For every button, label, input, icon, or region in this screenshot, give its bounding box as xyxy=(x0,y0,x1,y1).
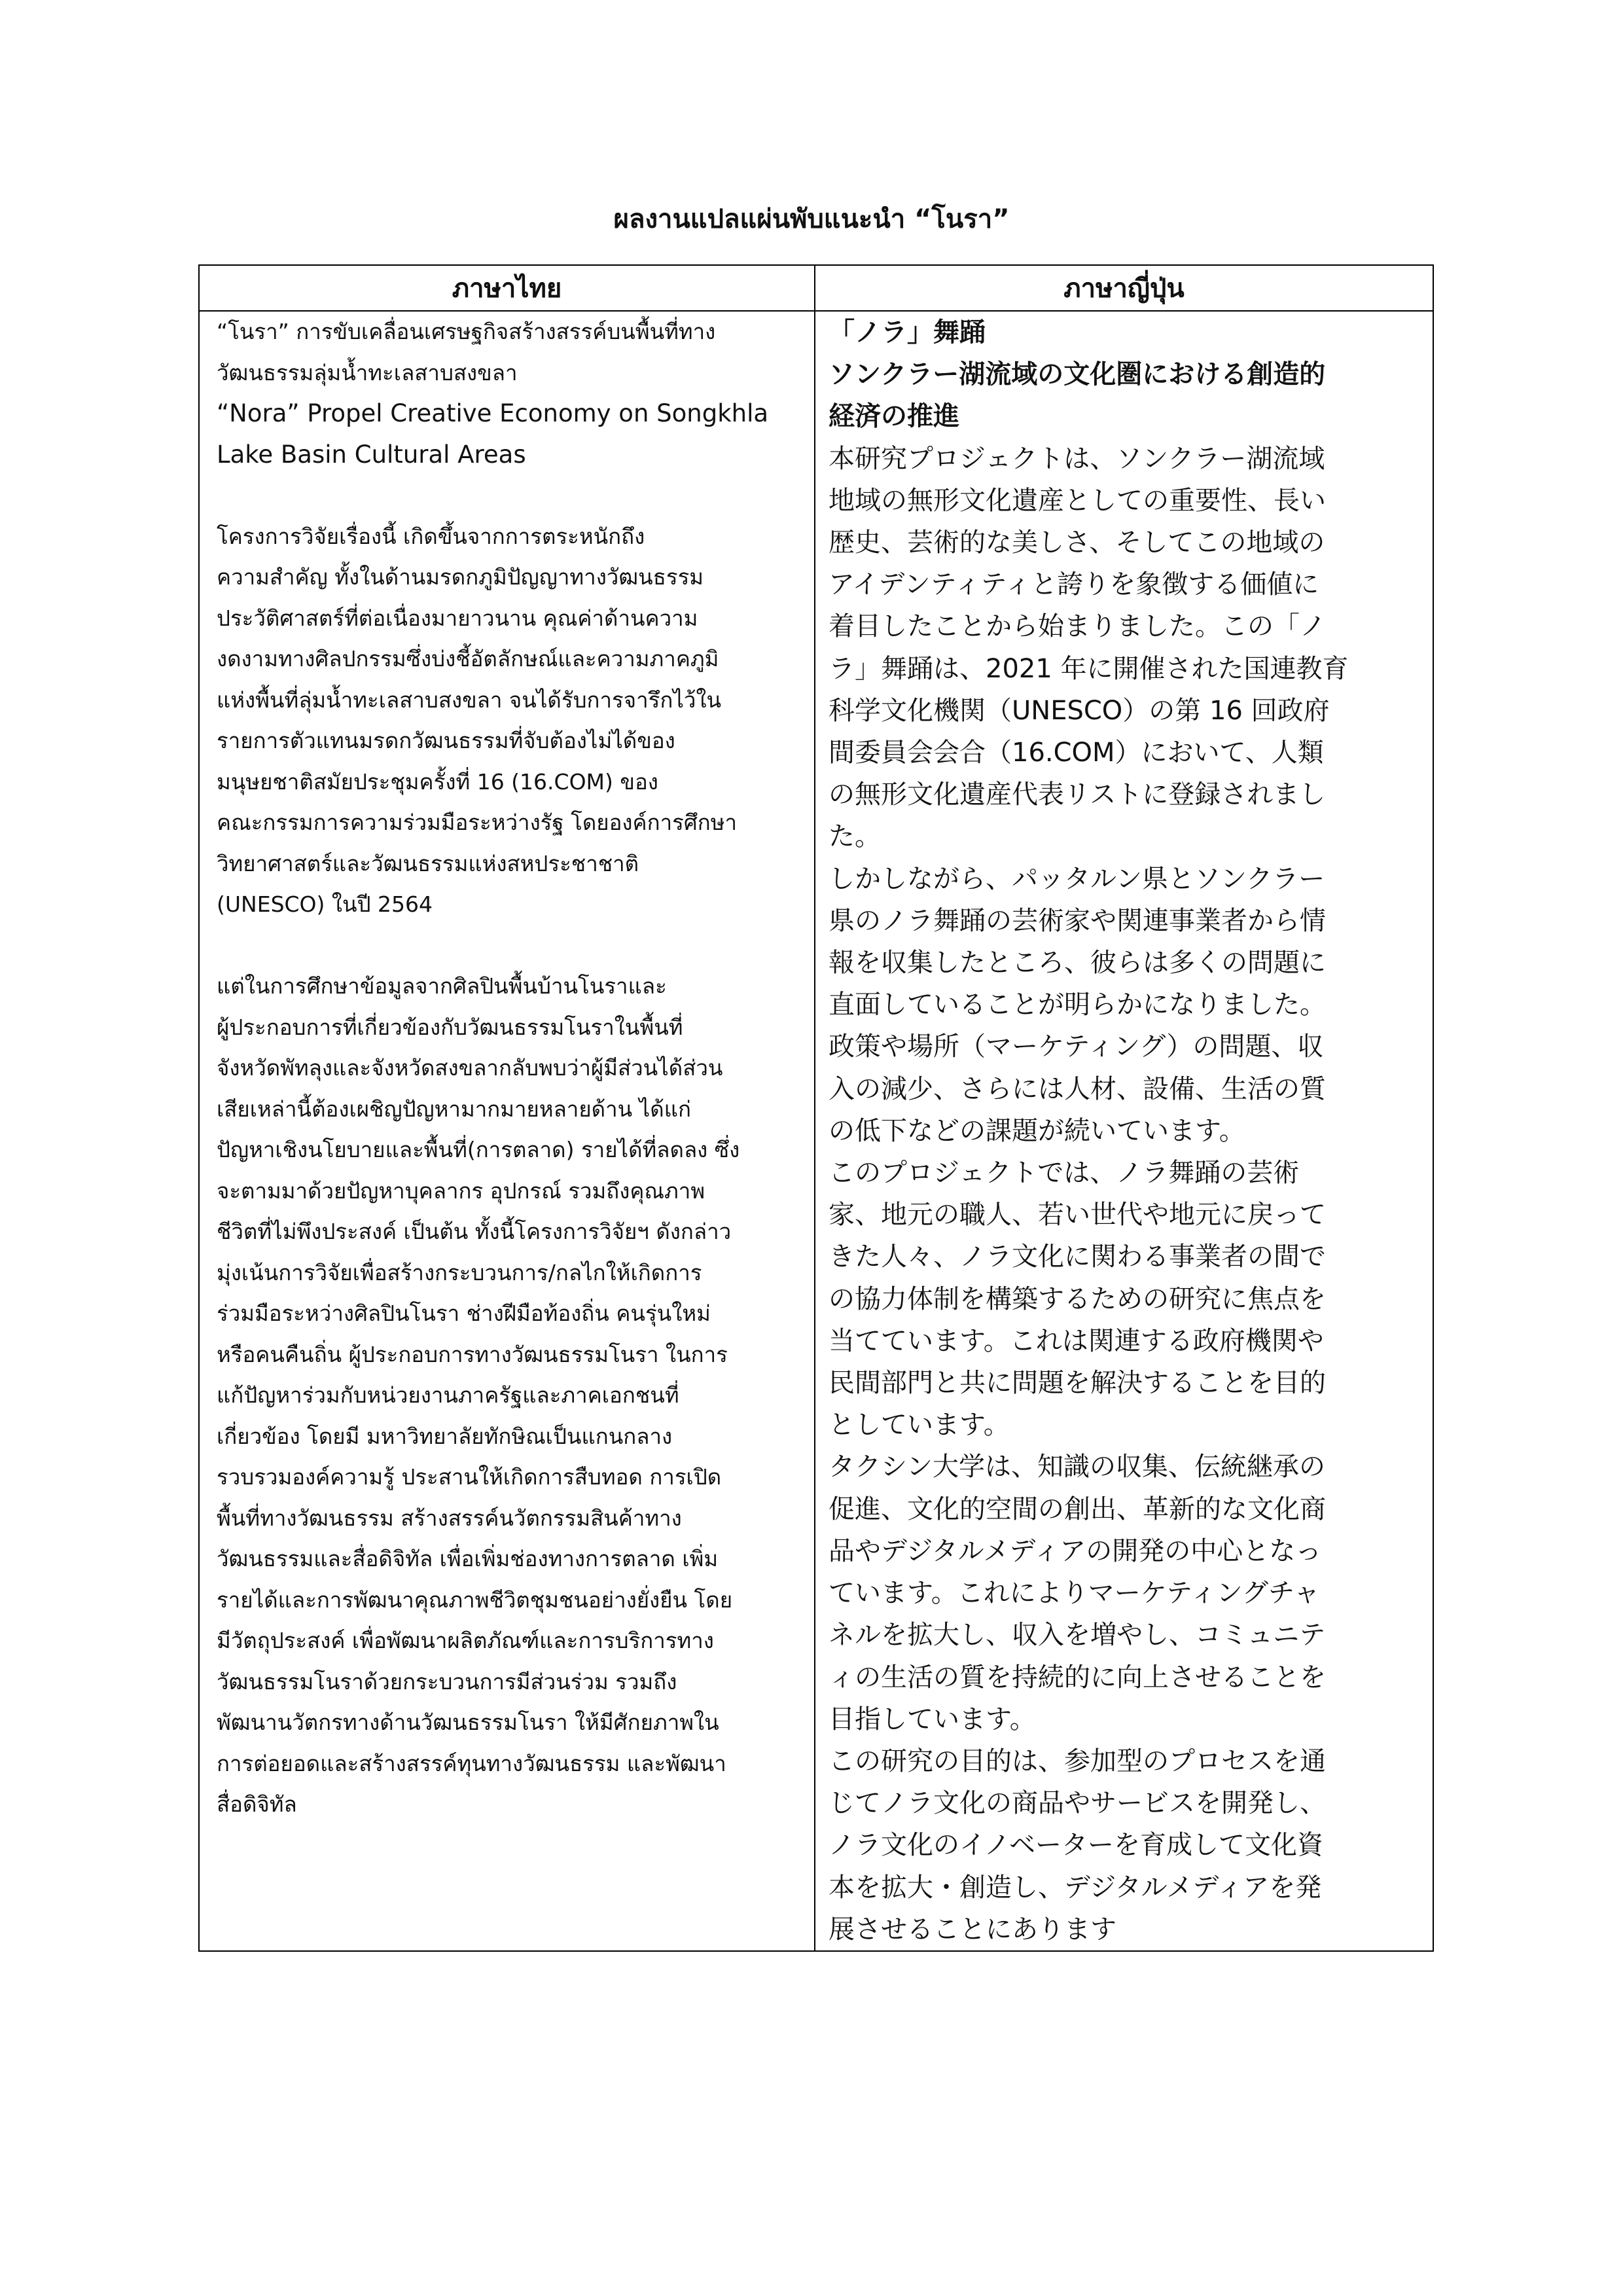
text-line: วัฒนธรรมและสื่อดิจิทัล เพื่อเพิ่มช่องทางการตลาด เพิ่ม xyxy=(217,1546,719,1571)
text-line: 間委員会会合（16.COM）において、人類 xyxy=(829,738,1324,768)
text-line: の協力体制を構築するための研究に焦点を xyxy=(829,1283,1326,1314)
text-line: ชีวิตที่ไม่พึงประสงค์ เป็นต้น ทั้งนี้โครงการวิจัยฯ ดังกล่าว xyxy=(217,1219,732,1244)
text-line: ผู้ประกอบการที่เกี่ยวข้องกับวัฒนธรรมโนราในพื้นที่ xyxy=(217,1014,683,1040)
text-line: きた人々、ノラ文化に関わる事業者の間で xyxy=(829,1242,1326,1272)
text-line: ร่วมมือระหว่างศิลปินโนรา ช่างฝีมือท้องถิ่น คนรุ่นใหม่ xyxy=(217,1300,711,1326)
paragraph-gap xyxy=(217,925,805,967)
text-line: 本研究プロジェクトは、ソンクラー湖流域 xyxy=(829,443,1325,474)
text-line: หรือคนคืนถิ่น ผู้ประกอบการทางวัฒนธรรมโนรา ในการ xyxy=(217,1341,728,1367)
text-line: 民間部門と共に問題を解決することを目的 xyxy=(829,1368,1326,1399)
text-line: พัฒนานวัตกรทางด้านวัฒนธรรมโนรา ให้มีศักยภาพใน xyxy=(217,1710,719,1735)
text-line: รายการตัวแทนมรดกวัฒนธรรมที่จับต้องไม่ได้ของ xyxy=(217,728,675,753)
translation-table xyxy=(198,264,1434,1952)
text-line: 品やデジタルメディアの開発の中心となっ xyxy=(829,1535,1322,1566)
text-line: 目指しています。 xyxy=(829,1704,1036,1734)
english-title-line: “Nora” Propel Creative Economy on Songkhla xyxy=(217,399,769,427)
text-line: た。 xyxy=(829,821,881,852)
text-line: 当てています。これは関連する政府機関や xyxy=(829,1325,1324,1356)
text-line: 地域の無形文化遺産としての重要性、長い xyxy=(829,485,1326,516)
text-line: งดงามทางศิลปกรรมซึ่งบ่งชี้อัตลักษณ์และความภาคภูมิ xyxy=(217,646,719,672)
content-row xyxy=(199,311,1433,1951)
text-line: มุ่งเน้นการวิจัยเพื่อสร้างกระบวนการ/กลไกให้เกิดการ xyxy=(217,1259,702,1285)
text-line: の低下などの課題が続いています。 xyxy=(829,1115,1245,1146)
text-line: 促進、文化的空間の創出、革新的な文化商 xyxy=(829,1494,1326,1524)
text-line: จังหวัดพัทลุงและจังหวัดสงขลากลับพบว่าผู้มีส่วนได้ส่วน xyxy=(217,1055,723,1081)
thai-text-block xyxy=(217,312,805,1825)
text-line: ラ」舞踊は、2021 年に開催された国連教育 xyxy=(829,653,1349,684)
text-line: 科学文化機関（UNESCO）の第 16 回政府 xyxy=(829,695,1330,726)
japanese-column-header: ภาษาญี่ปุ่น xyxy=(815,265,1433,311)
text-line: แห่งพื้นที่ลุ่มน้ำทะเลสาบสงขลา จนได้รับการจารึกไว้ใน xyxy=(217,687,722,713)
japanese-text-block xyxy=(829,312,1419,1950)
text-line: มีวัตถุประสงค์ เพื่อพัฒนาผลิตภัณฑ์และการบริการทาง xyxy=(217,1628,714,1653)
text-line: じてノラ文化の商品やサービスを開発し、 xyxy=(829,1788,1326,1819)
english-title-line: Lake Basin Cultural Areas xyxy=(217,440,526,469)
text-line: สื่อดิจิทัล xyxy=(217,1791,297,1817)
text-line: การต่อยอดและสร้างสรรค์ทุนทางวัฒนธรรม และพัฒนา xyxy=(217,1750,726,1776)
text-line: พื้นที่ทางวัฒนธรรม สร้างสรรค์นวัตกรรมสินค้าทาง xyxy=(217,1505,682,1531)
text-line: รวบรวมองค์ความรู้ ประสานให้เกิดการสืบทอด การเปิด xyxy=(217,1464,722,1490)
japanese-paragraph-2 xyxy=(829,858,1419,1152)
text-line: この研究の目的は、参加型のプロセスを通 xyxy=(829,1746,1326,1776)
text-line: วิทยาศาสตร์และวัฒนธรรมแห่งสหประชาชาติ xyxy=(217,850,639,876)
text-line: タクシン大学は、知識の収集、伝統継承の xyxy=(829,1452,1325,1482)
paragraph-gap xyxy=(217,475,805,516)
text-line: としています。 xyxy=(829,1410,1010,1441)
text-line: (UNESCO) ในปี 2564 xyxy=(217,891,433,917)
text-line: 報を収集したところ、彼らは多くの問題に xyxy=(829,948,1326,978)
text-line: 家、地元の職人、若い世代や地元に戻って xyxy=(829,1200,1326,1230)
text-line: の無形文化遺産代表リストに登録されまし xyxy=(829,780,1326,810)
text-line: จะตามมาด้วยปัญหาบุคลากร อุปกรณ์ รวมถึงคุณภาพ xyxy=(217,1177,705,1204)
japanese-paragraph-4 xyxy=(829,1446,1419,1740)
japanese-paragraph-1 xyxy=(829,438,1419,858)
thai-column-header: ภาษาไทย xyxy=(199,265,815,311)
japanese-title-line: ソンクラー湖流域の文化圏における創造的 xyxy=(829,359,1326,390)
japanese-paragraph-3 xyxy=(829,1152,1419,1446)
text-line: ปัญหาเชิงนโยบายและพื้นที่(การตลาด) รายได้ที่ลดลง ซึ่ง xyxy=(217,1137,740,1162)
text-line: แก้ปัญหาร่วมกับหน่วยงานภาครัฐและภาคเอกชนที่ xyxy=(217,1382,679,1408)
text-line: ความสำคัญ ทั้งในด้านมรดกภูมิปัญญาทางวัฒนธรรม xyxy=(217,564,704,590)
japanese-paragraph-5 xyxy=(829,1740,1419,1950)
text-line: 直面していることが明らかになりました。 xyxy=(829,990,1326,1020)
text-line: 本を拡大・創造し、デジタルメディアを発 xyxy=(829,1872,1322,1903)
text-line: แต่ในการศึกษาข้อมูลจากศิลปินพื้นบ้านโนราและ xyxy=(217,973,667,999)
text-line: วัฒนธรรมโนราด้วยกระบวนการมีส่วนร่วม รวมถึง xyxy=(217,1668,677,1695)
text-line: しかしながら、パッタルン県とソンクラー xyxy=(829,863,1325,894)
japanese-title-line: 「ノラ」舞踊 xyxy=(829,317,986,348)
text-line: ネルを拡大し、収入を増やし、コミュニテ xyxy=(829,1620,1326,1651)
text-line: 入の減少、さらには人材、設備、生活の質 xyxy=(829,1073,1326,1104)
document-title: ผลงานแปลแผ่นพับแนะนำ “โนรา” xyxy=(613,204,1010,234)
text-line: 着目したことから始まりました。この「ノ xyxy=(829,611,1326,642)
text-line: ィの生活の質を持続的に向上させることを xyxy=(829,1662,1326,1693)
thai-column-cell xyxy=(199,311,815,1951)
thai-title-line: วัฒนธรรมลุ่มน้ำทะเลสาบสงขลา xyxy=(217,359,518,386)
text-line: ประวัติศาสตร์ที่ต่อเนื่องมายาวนาน คุณค่าด้านความ xyxy=(217,605,698,631)
text-line: เกี่ยวข้อง โดยมี มหาวิทยาลัยทักษิณเป็นแกนกลาง xyxy=(217,1423,673,1449)
text-line: โครงการวิจัยเรื่องนี้ เกิดขึ้นจากการตระหนักถึง xyxy=(217,523,645,549)
text-line: คณะกรรมการความร่วมมือระหว่างรัฐ โดยองค์การศึกษา xyxy=(217,810,738,835)
text-line: このプロジェクトでは、ノラ舞踊の芸術 xyxy=(829,1158,1300,1189)
japanese-title-line: 経済の推進 xyxy=(829,401,959,432)
text-line: 展させることにあります xyxy=(829,1914,1116,1945)
japanese-column-cell xyxy=(815,311,1433,1951)
text-line: เสียเหล่านี้ต้องเผชิญปัญหามากมายหลายด้าน ได้แก่ xyxy=(217,1096,691,1122)
text-line: 歴史、芸術的な美しさ、そしてこの地域の xyxy=(829,528,1325,558)
thai-title-line: “โนรา” การขับเคลื่อนเศรษฐกิจสร้างสรรค์บนพื้นที่ทาง xyxy=(217,319,716,344)
text-line: 県のノラ舞踊の芸術家や関連事業者から情 xyxy=(829,905,1326,936)
thai-paragraph-2 xyxy=(217,966,805,1825)
text-line: アイデンティティと誇りを象徴する価値に xyxy=(829,569,1319,600)
text-line: มนุษยชาติสมัยประชุมครั้งที่ 16 (16.COM) ของ xyxy=(217,768,658,795)
text-line: ノラ文化のイノベーターを育成して文化資 xyxy=(829,1830,1323,1861)
text-line: รายได้และการพัฒนาคุณภาพชีวิตชุมชนอย่างยั่งยืน โดย xyxy=(217,1587,733,1613)
text-line: ています。これによりマーケティングチャ xyxy=(829,1578,1320,1609)
table-header-row xyxy=(199,265,1433,311)
text-line: 政策や場所（マーケティング）の問題、収 xyxy=(829,1031,1324,1062)
thai-paragraph-1 xyxy=(217,516,805,925)
